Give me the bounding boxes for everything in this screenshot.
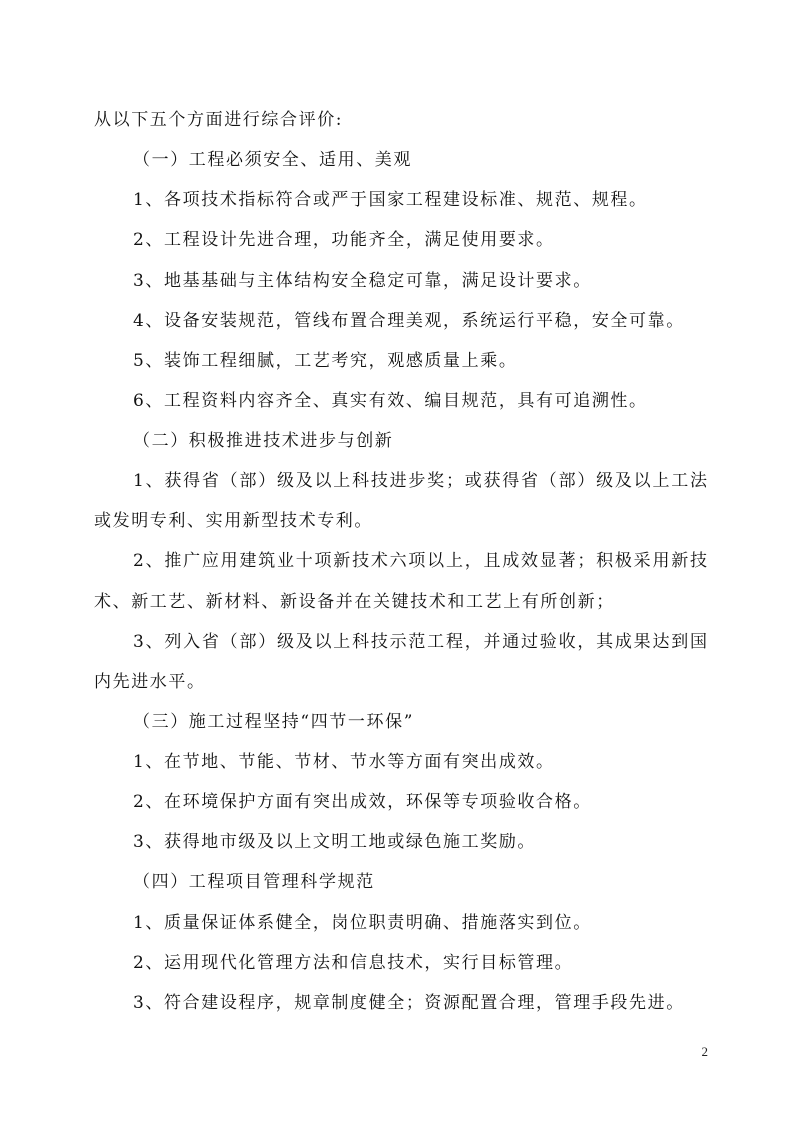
- page-number: 2: [701, 1044, 708, 1059]
- paragraph-1-5: 5、装饰工程细腻，工艺考究，观感质量上乘。: [133, 351, 518, 371]
- section-heading-1: （一）工程必须安全、适用、美观: [133, 150, 412, 170]
- paragraph-2-3-line-2: 内先进水平。: [94, 672, 206, 692]
- paragraph-2-2-line-2: 术、新工艺、新材料、新设备并在关键技术和工艺上有所创新；: [94, 592, 615, 612]
- section-heading-3: （三）施工过程坚持“四节一环保”: [133, 712, 414, 732]
- section-heading-2: （二）积极推进技术进步与创新: [133, 431, 394, 451]
- paragraph-1-4: 4、设备安装规范，管线布置合理美观，系统运行平稳，安全可靠。: [133, 311, 685, 331]
- section-heading-4: （四）工程项目管理科学规范: [133, 872, 375, 892]
- paragraph-2-2-line-1: 2、推广应用建筑业十项新技术六项以上，且成效显著；积极采用新技: [133, 551, 707, 571]
- paragraph-4-3: 3、符合建设程序，规章制度健全；资源配置合理，管理手段先进。: [133, 993, 685, 1013]
- paragraph-2-3-line-1: 3、列入省（部）级及以上科技示范工程，并通过验收，其成果达到国: [133, 632, 707, 652]
- paragraph-2-1-line-2: 或发明专利、实用新型技术专利。: [94, 511, 373, 531]
- paragraph-3-3: 3、获得地市级及以上文明工地或绿色施工奖励。: [133, 832, 537, 852]
- paragraph-1-3: 3、地基基础与主体结构安全稳定可靠，满足设计要求。: [133, 271, 592, 291]
- paragraph-1-1: 1、各项技术指标符合或严于国家工程建设标准、规范、规程。: [133, 190, 648, 210]
- paragraph-1-2: 2、工程设计先进合理，功能齐全，满足使用要求。: [133, 230, 555, 250]
- paragraph-4-2: 2、运用现代化管理方法和信息技术，实行目标管理。: [133, 953, 574, 973]
- paragraph-3-1: 1、在节地、节能、节材、节水等方面有突出成效。: [133, 752, 555, 772]
- paragraph-4-1: 1、质量保证体系健全，岗位职责明确、措施落实到位。: [133, 913, 592, 933]
- paragraph-2-1-line-1: 1、获得省（部）级及以上科技进步奖；或获得省（部）级及以上工法: [133, 471, 707, 491]
- intro-text: 从以下五个方面进行综合评价:: [94, 110, 344, 130]
- paragraph-1-6: 6、工程资料内容齐全、真实有效、编目规范，具有可追溯性。: [133, 391, 648, 411]
- paragraph-3-2: 2、在环境保护方面有突出成效，环保等专项验收合格。: [133, 792, 592, 812]
